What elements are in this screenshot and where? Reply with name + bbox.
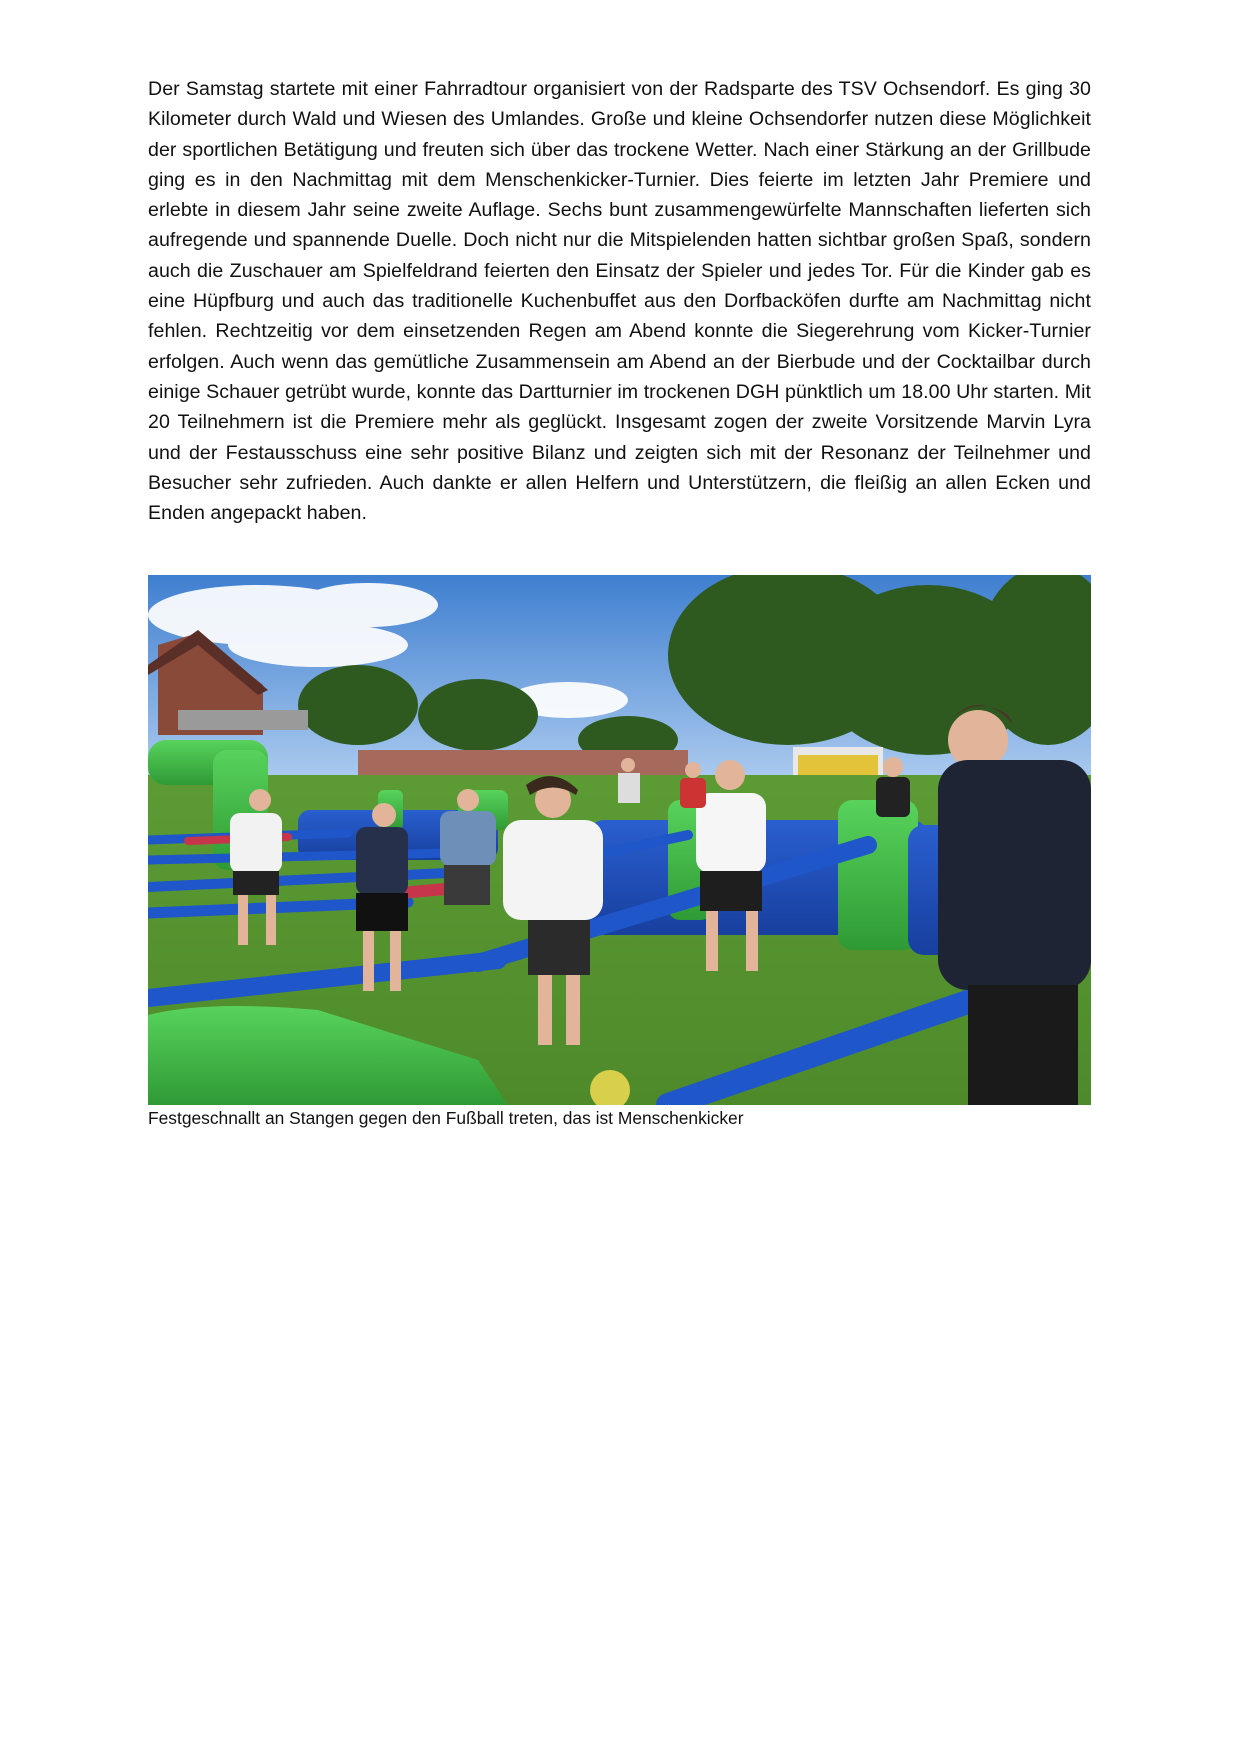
article-body: Der Samstag startete mit einer Fahrradtour organisiert von der Radsparte des TSV Ochsendorf. Es ging 30 Kilometer durch Wald und Wiesen des Umlandes. Große und kleine Ochsendorfer nutzen diese Möglichkeit der sportlichen Betätigung und freuten sich über das trockene Wetter. Nach einer Stärkung an der Grillbude ging es in den Nachmittag mit dem Menschenkicker-Turnier. Dies feierte im letzten Jahr Premiere und erlebte in diesem Jahr seine zweite Auflage. Sechs bunt zusammengewürfelte Mannschaften lieferten sich aufregende und spannende Duelle. Doch nicht nur die Mitspielenden hatten sichtbar großen Spaß, sondern auch die Zuschauer am Spielfeldrand feierten den Einsatz der Spieler und jedes Tor. Für die Kinder gab es eine Hüpfburg und auch das traditionelle Kuchenbuffet aus den Dorfbacköfen durfte am Nachmittag nicht fehlen. Rechtzeitig vor dem einsetzenden Regen am Abend konnte die Siegerehrung vom Kicker-Turnier erfolgen. Auch wenn das gemütliche Zusammensein am Abend an der Bierbude und der Cocktailbar durch einige Schauer getrübt wurde, konnte das Dartturnier im trockenen DGH pünktlich um 18.00 Uhr starten. Mit 20 Teilnehmern ist die Premiere mehr als geglückt. Insgesamt zogen der zweite Vorsitzende Marvin Lyra und der Festausschuss eine sehr positive Bilanz und zeigten sich mit der Resonanz der Teilnehmer und Besucher sehr zufrieden. Auch dankte er allen Helfern und Unterstützern, die fleißig an allen Ecken und Enden angepackt haben. <box>148 78 1091 525</box>
photo-caption: Festgeschnallt an Stangen gegen den Fußball treten, das ist Menschenkicker <box>148 1108 744 1128</box>
menschenkicker-photo <box>148 575 1091 1105</box>
photo-illustration <box>148 575 1091 1105</box>
